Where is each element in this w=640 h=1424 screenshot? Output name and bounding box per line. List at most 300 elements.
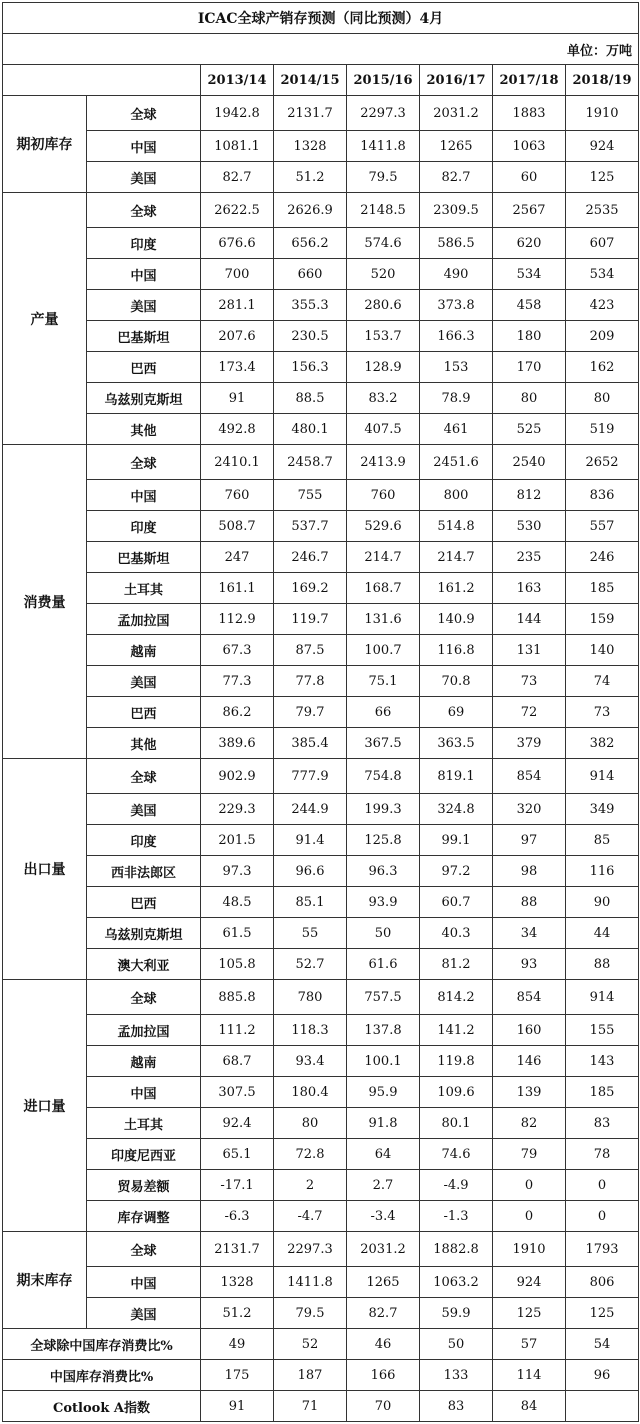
- value-cell: 57: [493, 1329, 566, 1360]
- value-cell: 50: [347, 918, 420, 949]
- value-cell: 207.6: [201, 321, 274, 352]
- summary-label: Cotlook A指数: [3, 1391, 201, 1422]
- value-cell: 51.2: [274, 162, 347, 193]
- value-cell: 52.7: [274, 949, 347, 980]
- value-cell: 461: [420, 414, 493, 445]
- value-cell: 139: [493, 1077, 566, 1108]
- value-cell: 230.5: [274, 321, 347, 352]
- row-label: 巴基斯坦: [87, 321, 201, 352]
- value-cell: 82.7: [201, 162, 274, 193]
- table-row: [3, 980, 639, 1015]
- value-cell: 537.7: [274, 511, 347, 542]
- value-cell: 54: [566, 1329, 639, 1360]
- value-cell: 209: [566, 321, 639, 352]
- row-label: 美国: [87, 162, 201, 193]
- value-cell: 2148.5: [347, 193, 420, 228]
- value-cell: 1328: [201, 1267, 274, 1298]
- row-label: 印度: [87, 511, 201, 542]
- unit-label: 单位：万吨: [3, 34, 639, 65]
- row-label: 巴西: [87, 697, 201, 728]
- value-cell: 87.5: [274, 635, 347, 666]
- value-cell: 529.6: [347, 511, 420, 542]
- value-cell: 373.8: [420, 290, 493, 321]
- value-cell: 2131.7: [274, 96, 347, 131]
- value-cell: 119.8: [420, 1046, 493, 1077]
- value-cell: 173.4: [201, 352, 274, 383]
- value-cell: -3.4: [347, 1201, 420, 1232]
- value-cell: 83.2: [347, 383, 420, 414]
- value-cell: 423: [566, 290, 639, 321]
- value-cell: 85.1: [274, 887, 347, 918]
- value-cell: 0: [493, 1170, 566, 1201]
- row-label: 全球: [87, 980, 201, 1015]
- value-cell: 96.3: [347, 856, 420, 887]
- row-label: 越南: [87, 635, 201, 666]
- value-cell: 379: [493, 728, 566, 759]
- value-cell: 407.5: [347, 414, 420, 445]
- value-cell: 109.6: [420, 1077, 493, 1108]
- value-cell: 660: [274, 259, 347, 290]
- value-cell: 162: [566, 352, 639, 383]
- value-cell: 98: [493, 856, 566, 887]
- value-cell: 480.1: [274, 414, 347, 445]
- value-cell: 131.6: [347, 604, 420, 635]
- group-label: 进口量: [3, 980, 87, 1232]
- row-label: 中国: [87, 1077, 201, 1108]
- value-cell: 125: [493, 1298, 566, 1329]
- row-label: 其他: [87, 728, 201, 759]
- value-cell: -4.9: [420, 1170, 493, 1201]
- table-title: ICAC全球产销存预测（同比预测）4月: [3, 3, 639, 34]
- value-cell: 61.6: [347, 949, 420, 980]
- value-cell: 777.9: [274, 759, 347, 794]
- value-cell: 530: [493, 511, 566, 542]
- value-cell: [566, 1391, 639, 1422]
- table-row: [3, 759, 639, 794]
- value-cell: 520: [347, 259, 420, 290]
- value-cell: 163: [493, 573, 566, 604]
- value-cell: 199.3: [347, 794, 420, 825]
- row-label: 巴西: [87, 887, 201, 918]
- table-row: [3, 573, 639, 604]
- value-cell: 100.1: [347, 1046, 420, 1077]
- row-label: 中国: [87, 259, 201, 290]
- table-row: [3, 511, 639, 542]
- value-cell: 79.5: [274, 1298, 347, 1329]
- table-row: [3, 321, 639, 352]
- row-label: 孟加拉国: [87, 604, 201, 635]
- table-row: [3, 1298, 639, 1329]
- value-cell: 80: [274, 1108, 347, 1139]
- value-cell: 800: [420, 480, 493, 511]
- value-cell: 111.2: [201, 1015, 274, 1046]
- table-row: [3, 1108, 639, 1139]
- row-label: 乌兹别克斯坦: [87, 918, 201, 949]
- value-cell: 88.5: [274, 383, 347, 414]
- value-cell: 140: [566, 635, 639, 666]
- value-cell: 214.7: [347, 542, 420, 573]
- group-label: 消费量: [3, 445, 87, 759]
- value-cell: 169.2: [274, 573, 347, 604]
- value-cell: 2535: [566, 193, 639, 228]
- row-label: 全球: [87, 445, 201, 480]
- value-cell: 69: [420, 697, 493, 728]
- value-cell: 65.1: [201, 1139, 274, 1170]
- value-cell: 88: [493, 887, 566, 918]
- value-cell: 324.8: [420, 794, 493, 825]
- value-cell: 128.9: [347, 352, 420, 383]
- value-cell: 116: [566, 856, 639, 887]
- row-label: 全球: [87, 193, 201, 228]
- value-cell: 86.2: [201, 697, 274, 728]
- value-cell: 754.8: [347, 759, 420, 794]
- value-cell: 60.7: [420, 887, 493, 918]
- value-cell: 0: [566, 1170, 639, 1201]
- value-cell: 244.9: [274, 794, 347, 825]
- value-cell: 91: [201, 383, 274, 414]
- value-cell: 78: [566, 1139, 639, 1170]
- value-cell: 185: [566, 1077, 639, 1108]
- value-cell: 2652: [566, 445, 639, 480]
- value-cell: 93.9: [347, 887, 420, 918]
- value-cell: 80: [493, 383, 566, 414]
- table-row: [3, 228, 639, 259]
- value-cell: 48.5: [201, 887, 274, 918]
- year-header: 2016/17: [420, 65, 493, 96]
- value-cell: 77.8: [274, 666, 347, 697]
- table-row: [3, 352, 639, 383]
- value-cell: 99.1: [420, 825, 493, 856]
- value-cell: 534: [566, 259, 639, 290]
- value-cell: 73: [493, 666, 566, 697]
- table-row: [3, 1267, 639, 1298]
- value-cell: 607: [566, 228, 639, 259]
- row-label: 乌兹别克斯坦: [87, 383, 201, 414]
- row-label: 美国: [87, 1298, 201, 1329]
- row-label: 中国: [87, 1267, 201, 1298]
- value-cell: 1063.2: [420, 1267, 493, 1298]
- row-label: 土耳其: [87, 1108, 201, 1139]
- table-row: [3, 1015, 639, 1046]
- group-label: 期末库存: [3, 1232, 87, 1329]
- value-cell: 72: [493, 697, 566, 728]
- value-cell: 806: [566, 1267, 639, 1298]
- value-cell: 95.9: [347, 1077, 420, 1108]
- table-row: [3, 918, 639, 949]
- value-cell: 153: [420, 352, 493, 383]
- row-label: 全球: [87, 1232, 201, 1267]
- year-header: 2015/16: [347, 65, 420, 96]
- value-cell: 1265: [420, 131, 493, 162]
- value-cell: 97: [493, 825, 566, 856]
- value-cell: 557: [566, 511, 639, 542]
- value-cell: 1883: [493, 96, 566, 131]
- value-cell: 307.5: [201, 1077, 274, 1108]
- row-label: 西非法郎区: [87, 856, 201, 887]
- value-cell: 914: [566, 980, 639, 1015]
- value-cell: 1882.8: [420, 1232, 493, 1267]
- row-label: 贸易差额: [87, 1170, 201, 1201]
- year-header: 2017/18: [493, 65, 566, 96]
- year-header: 2014/15: [274, 65, 347, 96]
- value-cell: 88: [566, 949, 639, 980]
- value-cell: -1.3: [420, 1201, 493, 1232]
- value-cell: 700: [201, 259, 274, 290]
- table-row: [3, 162, 639, 193]
- value-cell: 118.3: [274, 1015, 347, 1046]
- value-cell: 59.9: [420, 1298, 493, 1329]
- value-cell: 166: [347, 1360, 420, 1391]
- table-row: [3, 604, 639, 635]
- group-label: 期初库存: [3, 96, 87, 193]
- value-cell: 363.5: [420, 728, 493, 759]
- value-cell: 91: [201, 1391, 274, 1422]
- value-cell: 60: [493, 162, 566, 193]
- value-cell: 159: [566, 604, 639, 635]
- value-cell: 71: [274, 1391, 347, 1422]
- value-cell: 116.8: [420, 635, 493, 666]
- value-cell: 100.7: [347, 635, 420, 666]
- value-cell: 586.5: [420, 228, 493, 259]
- summary-row: [3, 1360, 639, 1391]
- value-cell: 2: [274, 1170, 347, 1201]
- value-cell: 2410.1: [201, 445, 274, 480]
- value-cell: 50: [420, 1329, 493, 1360]
- row-label: 土耳其: [87, 573, 201, 604]
- value-cell: 80.1: [420, 1108, 493, 1139]
- value-cell: 112.9: [201, 604, 274, 635]
- value-cell: 924: [566, 131, 639, 162]
- value-cell: 812: [493, 480, 566, 511]
- row-label: 巴西: [87, 352, 201, 383]
- value-cell: 84: [493, 1391, 566, 1422]
- value-cell: 61.5: [201, 918, 274, 949]
- table-row: [3, 414, 639, 445]
- value-cell: 82: [493, 1108, 566, 1139]
- value-cell: 2131.7: [201, 1232, 274, 1267]
- value-cell: 175: [201, 1360, 274, 1391]
- value-cell: 44: [566, 918, 639, 949]
- value-cell: 77.3: [201, 666, 274, 697]
- row-label: 中国: [87, 480, 201, 511]
- value-cell: 80: [566, 383, 639, 414]
- table-row: [3, 949, 639, 980]
- row-label: 库存调整: [87, 1201, 201, 1232]
- value-cell: 156.3: [274, 352, 347, 383]
- value-cell: 72.8: [274, 1139, 347, 1170]
- row-label: 印度尼西亚: [87, 1139, 201, 1170]
- value-cell: 46: [347, 1329, 420, 1360]
- value-cell: 247: [201, 542, 274, 573]
- value-cell: 137.8: [347, 1015, 420, 1046]
- value-cell: 924: [493, 1267, 566, 1298]
- value-cell: 153.7: [347, 321, 420, 352]
- value-cell: 93.4: [274, 1046, 347, 1077]
- value-cell: 96: [566, 1360, 639, 1391]
- table-row: [3, 794, 639, 825]
- value-cell: 1910: [566, 96, 639, 131]
- year-header: 2013/14: [201, 65, 274, 96]
- value-cell: 902.9: [201, 759, 274, 794]
- value-cell: 1411.8: [347, 131, 420, 162]
- table-row: [3, 825, 639, 856]
- value-cell: 281.1: [201, 290, 274, 321]
- value-cell: -4.7: [274, 1201, 347, 1232]
- value-cell: 91.8: [347, 1108, 420, 1139]
- table-row: [3, 445, 639, 480]
- value-cell: 79: [493, 1139, 566, 1170]
- value-cell: 320: [493, 794, 566, 825]
- table-row: [3, 542, 639, 573]
- value-cell: 367.5: [347, 728, 420, 759]
- value-cell: 161.2: [420, 573, 493, 604]
- value-cell: 82.7: [347, 1298, 420, 1329]
- value-cell: 2451.6: [420, 445, 493, 480]
- value-cell: 2622.5: [201, 193, 274, 228]
- value-cell: 854: [493, 980, 566, 1015]
- summary-row: [3, 1329, 639, 1360]
- value-cell: 1793: [566, 1232, 639, 1267]
- value-cell: 2567: [493, 193, 566, 228]
- value-cell: 83: [420, 1391, 493, 1422]
- value-cell: 0: [493, 1201, 566, 1232]
- year-header: 2018/19: [566, 65, 639, 96]
- cotton-balance-table: [2, 2, 639, 1422]
- value-cell: 141.2: [420, 1015, 493, 1046]
- value-cell: 2297.3: [347, 96, 420, 131]
- value-cell: 73: [566, 697, 639, 728]
- value-cell: 187: [274, 1360, 347, 1391]
- row-label: 孟加拉国: [87, 1015, 201, 1046]
- header-corner: [3, 65, 201, 96]
- summary-row: [3, 1391, 639, 1422]
- value-cell: 74.6: [420, 1139, 493, 1170]
- row-label: 中国: [87, 131, 201, 162]
- row-label: 印度: [87, 825, 201, 856]
- value-cell: 836: [566, 480, 639, 511]
- summary-label: 中国库存消费比%: [3, 1360, 201, 1391]
- value-cell: 160: [493, 1015, 566, 1046]
- value-cell: 96.6: [274, 856, 347, 887]
- table-row: [3, 635, 639, 666]
- value-cell: 161.1: [201, 573, 274, 604]
- group-label: 出口量: [3, 759, 87, 980]
- value-cell: 620: [493, 228, 566, 259]
- value-cell: 2297.3: [274, 1232, 347, 1267]
- value-cell: 131: [493, 635, 566, 666]
- value-cell: 2.7: [347, 1170, 420, 1201]
- value-cell: 574.6: [347, 228, 420, 259]
- value-cell: 760: [201, 480, 274, 511]
- value-cell: 525: [493, 414, 566, 445]
- value-cell: 389.6: [201, 728, 274, 759]
- row-label: 美国: [87, 290, 201, 321]
- value-cell: 2458.7: [274, 445, 347, 480]
- value-cell: 144: [493, 604, 566, 635]
- value-cell: 34: [493, 918, 566, 949]
- value-cell: 280.6: [347, 290, 420, 321]
- value-cell: 170: [493, 352, 566, 383]
- value-cell: 1265: [347, 1267, 420, 1298]
- value-cell: 125.8: [347, 825, 420, 856]
- value-cell: 656.2: [274, 228, 347, 259]
- value-cell: 51.2: [201, 1298, 274, 1329]
- value-cell: 2031.2: [347, 1232, 420, 1267]
- value-cell: 757.5: [347, 980, 420, 1015]
- row-label: 巴基斯坦: [87, 542, 201, 573]
- value-cell: 79.5: [347, 162, 420, 193]
- value-cell: 514.8: [420, 511, 493, 542]
- value-cell: 40.3: [420, 918, 493, 949]
- value-cell: 885.8: [201, 980, 274, 1015]
- value-cell: -6.3: [201, 1201, 274, 1232]
- value-cell: 64: [347, 1139, 420, 1170]
- value-cell: 68.7: [201, 1046, 274, 1077]
- value-cell: 140.9: [420, 604, 493, 635]
- value-cell: 91.4: [274, 825, 347, 856]
- row-label: 其他: [87, 414, 201, 445]
- row-label: 印度: [87, 228, 201, 259]
- table-row: [3, 1077, 639, 1108]
- value-cell: 2031.2: [420, 96, 493, 131]
- value-cell: 70.8: [420, 666, 493, 697]
- value-cell: 133: [420, 1360, 493, 1391]
- value-cell: 676.6: [201, 228, 274, 259]
- row-label: 美国: [87, 794, 201, 825]
- value-cell: 119.7: [274, 604, 347, 635]
- value-cell: 490: [420, 259, 493, 290]
- value-cell: 166.3: [420, 321, 493, 352]
- table-row: [3, 193, 639, 228]
- row-label: 全球: [87, 759, 201, 794]
- table-row: [3, 259, 639, 290]
- value-cell: 385.4: [274, 728, 347, 759]
- table-row: [3, 1046, 639, 1077]
- value-cell: 78.9: [420, 383, 493, 414]
- table-row: [3, 1139, 639, 1170]
- table-row: [3, 887, 639, 918]
- value-cell: 74: [566, 666, 639, 697]
- table-row: [3, 856, 639, 887]
- value-cell: 0: [566, 1201, 639, 1232]
- value-cell: 97.2: [420, 856, 493, 887]
- header-row: [3, 65, 639, 96]
- value-cell: 458: [493, 290, 566, 321]
- value-cell: 780: [274, 980, 347, 1015]
- value-cell: 755: [274, 480, 347, 511]
- value-cell: 82.7: [420, 162, 493, 193]
- value-cell: 349: [566, 794, 639, 825]
- value-cell: 92.4: [201, 1108, 274, 1139]
- value-cell: 382: [566, 728, 639, 759]
- table-row: [3, 728, 639, 759]
- table-row: [3, 131, 639, 162]
- value-cell: 2626.9: [274, 193, 347, 228]
- value-cell: 1081.1: [201, 131, 274, 162]
- value-cell: 67.3: [201, 635, 274, 666]
- table-row: [3, 96, 639, 131]
- value-cell: 1910: [493, 1232, 566, 1267]
- value-cell: 246: [566, 542, 639, 573]
- value-cell: 70: [347, 1391, 420, 1422]
- value-cell: 914: [566, 759, 639, 794]
- value-cell: 235: [493, 542, 566, 573]
- value-cell: 114: [493, 1360, 566, 1391]
- value-cell: 49: [201, 1329, 274, 1360]
- value-cell: 854: [493, 759, 566, 794]
- value-cell: 52: [274, 1329, 347, 1360]
- row-label: 全球: [87, 96, 201, 131]
